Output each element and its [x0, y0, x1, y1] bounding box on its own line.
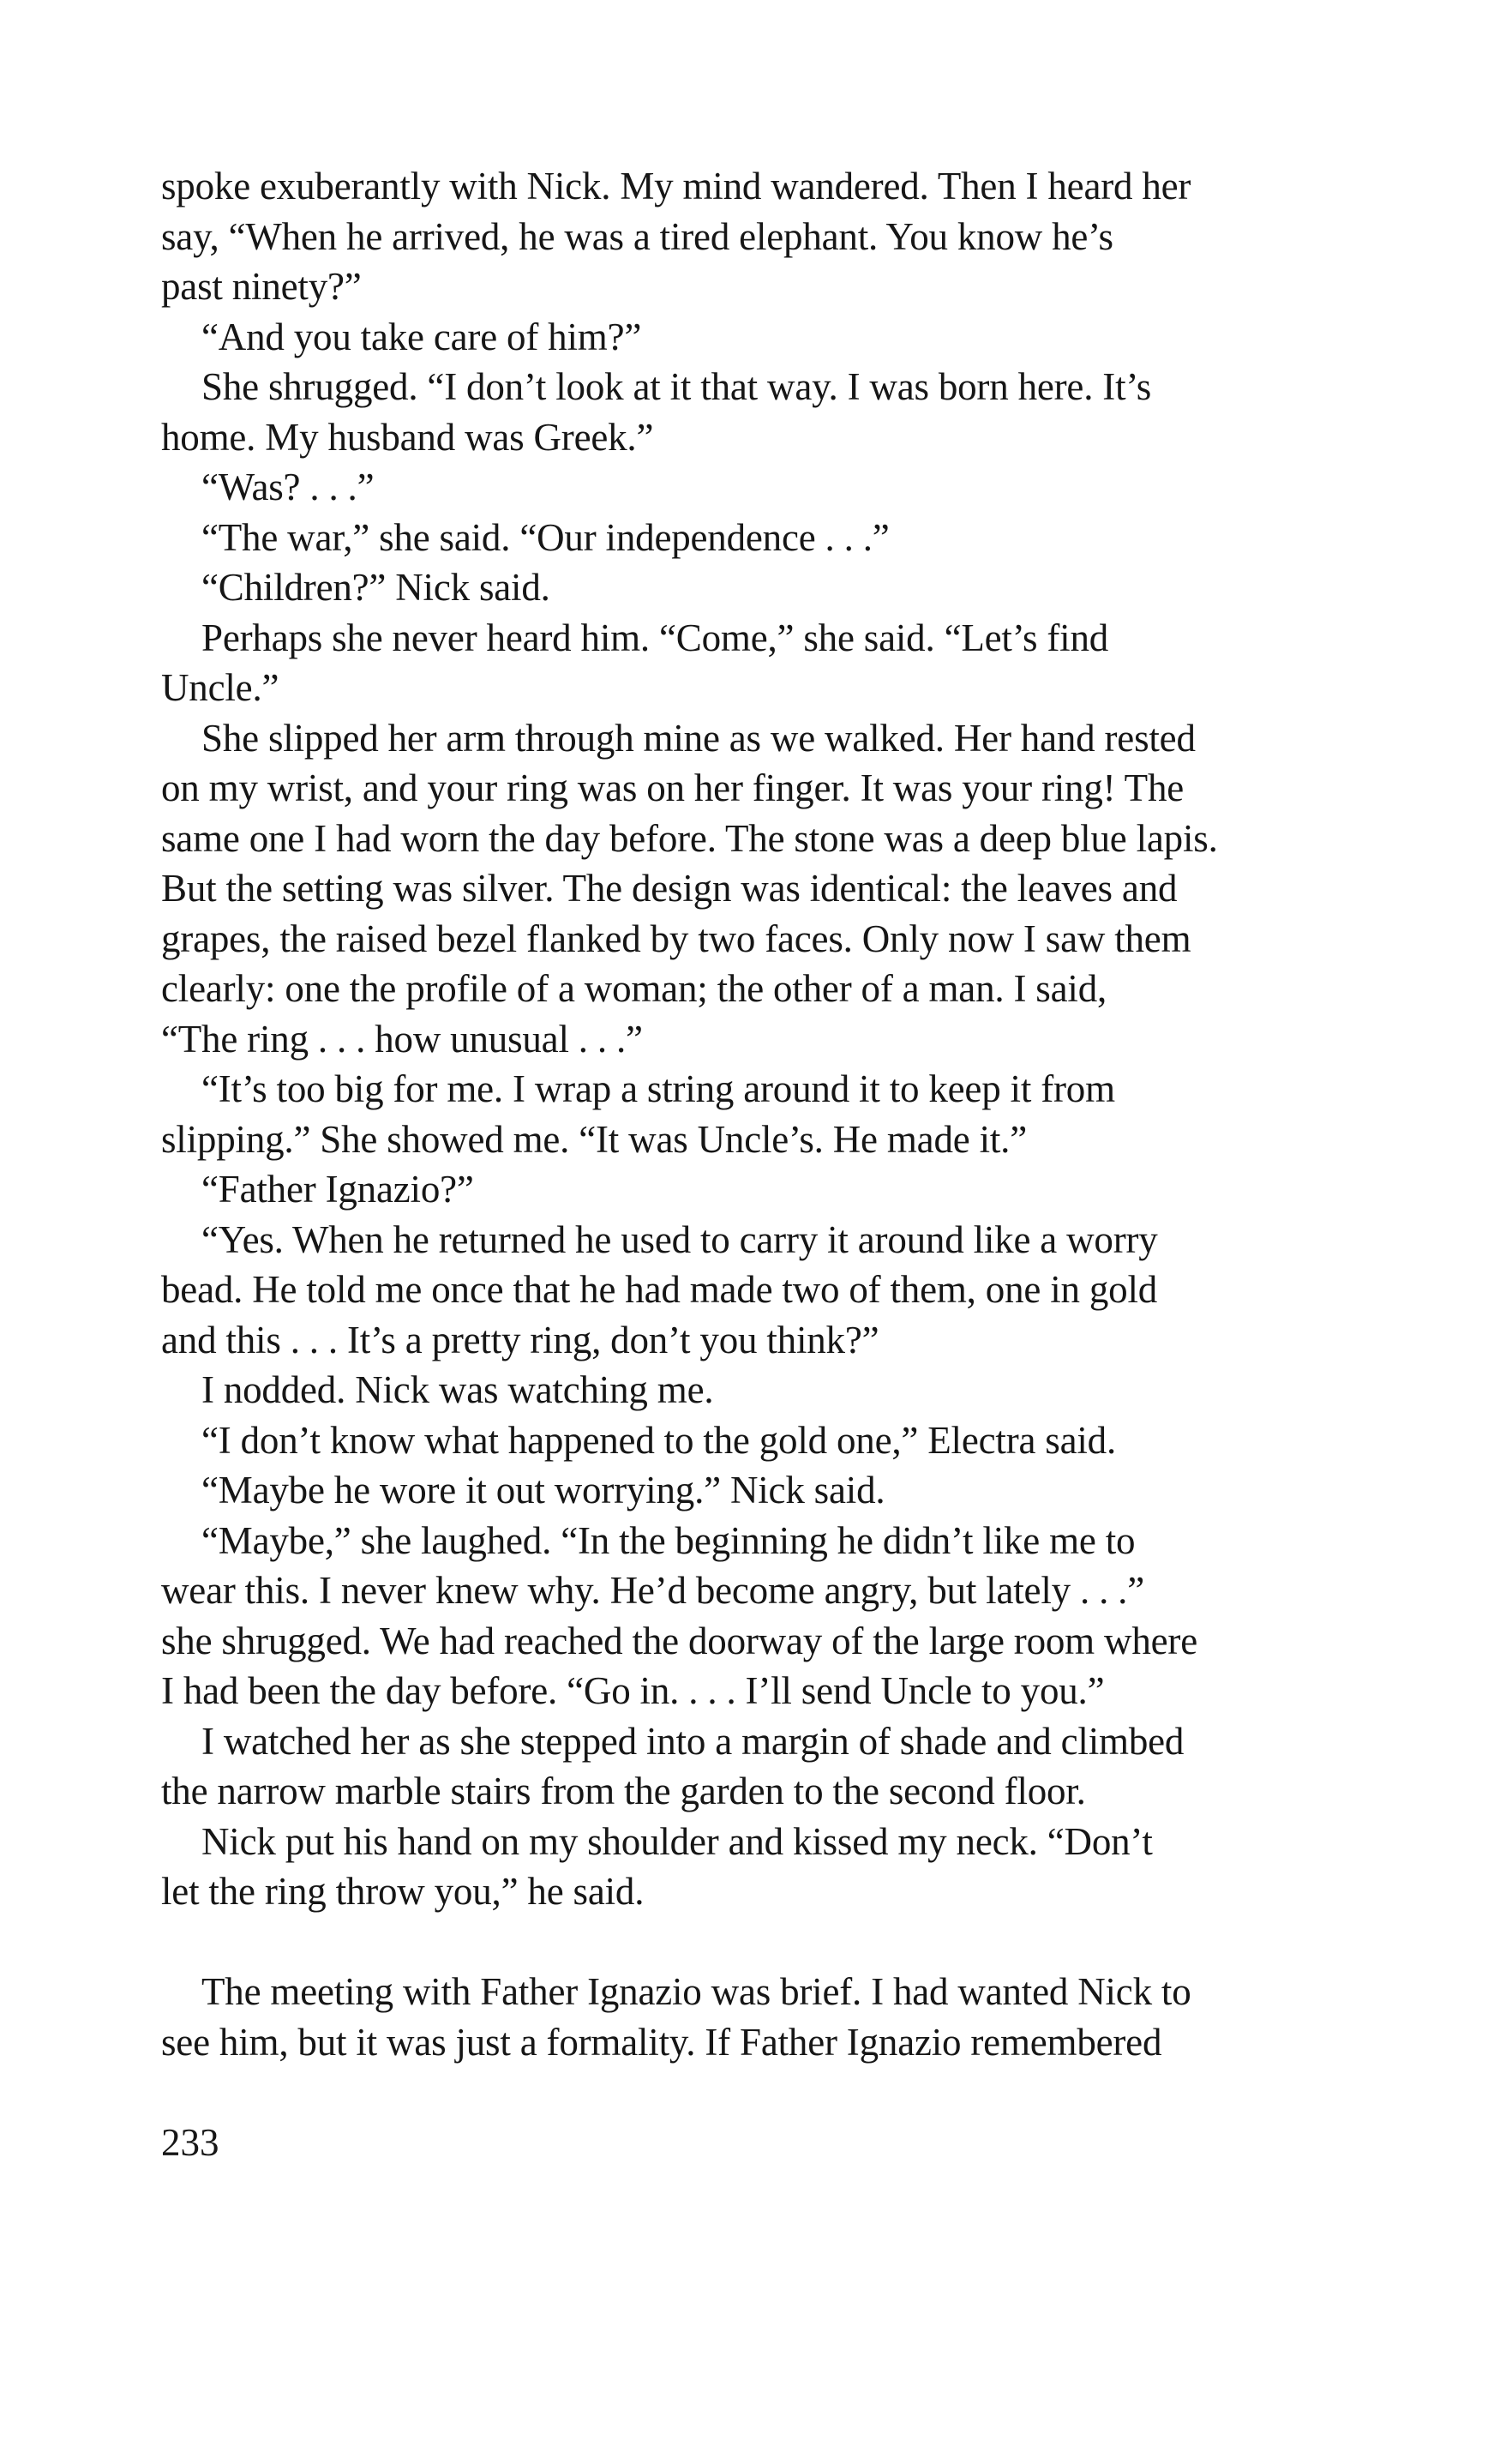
page-number: 233: [161, 2121, 219, 2164]
text-line: slipping.” She showed me. “It was Uncle’s. He made it.”: [161, 1117, 1028, 1161]
text-line: grapes, the raised bezel flanked by two faces. Only now I saw them: [161, 916, 1191, 960]
text-line: Perhaps she never heard him. “Come,” she said. “Let’s find: [201, 616, 1109, 659]
text-line: “It’s too big for me. I wrap a string around it to keep it from: [201, 1067, 1115, 1110]
text-line: Uncle.”: [161, 666, 279, 709]
text-line: I watched her as she stepped into a margin of shade and climbed: [201, 1719, 1185, 1763]
text-line: “Yes. When he returned he used to carry it around like a worry: [201, 1217, 1158, 1261]
text-line: “Father Ignazio?”: [201, 1168, 474, 1211]
text-line: past ninety?”: [161, 265, 362, 308]
text-line: She shrugged. “I don’t look at it that way. I was born here. It’s: [201, 365, 1152, 408]
text-line: see him, but it was just a formality. If Father Ignazio remembered: [161, 2020, 1162, 2064]
text-line: let the ring throw you,” he said.: [161, 1870, 645, 1913]
text-line: The meeting with Father Ignazio was brief. I had wanted Nick to: [201, 1970, 1191, 2013]
text-line: bead. He told me once that he had made two of them, one in gold: [161, 1268, 1158, 1311]
text-line: Nick put his hand on my shoulder and kissed my neck. “Don’t: [201, 1819, 1153, 1863]
text-line: “Maybe he wore it out worrying.” Nick said.: [201, 1469, 885, 1511]
text-line: She slipped her arm through mine as we walked. Her hand rested: [201, 716, 1196, 760]
text-line: “And you take care of him?”: [201, 315, 642, 358]
text-line: “Children?” Nick said.: [201, 566, 550, 609]
text-line: “Maybe,” she laughed. “In the beginning he didn’t like me to: [201, 1518, 1136, 1562]
text-line: “I don’t know what happened to the gold one,” Electra said.: [201, 1418, 1117, 1462]
text-line: I had been the day before. “Go in. . . . I’ll send Uncle to you.”: [161, 1669, 1105, 1712]
text-line: on my wrist, and your ring was on her finger. It was your ring! The: [161, 766, 1185, 809]
text-line: spoke exuberantly with Nick. My mind wandered. Then I heard her: [161, 165, 1191, 207]
text-line: wear this. I never knew why. He’d become angry, but lately . . .”: [161, 1569, 1145, 1612]
text-line: and this . . . It’s a pretty ring, don’t you think?”: [161, 1318, 879, 1361]
text-line: the narrow marble stairs from the garden to the second floor.: [161, 1770, 1086, 1812]
blank-line: [161, 1917, 1378, 1968]
text-line: clearly: one the profile of a woman; the other of a man. I said,: [161, 967, 1107, 1010]
text-line: But the setting was silver. The design was identical: the leaves and: [161, 867, 1178, 910]
text-line: home. My husband was Greek.”: [161, 415, 654, 459]
text-line: “The ring . . . how unusual . . .”: [161, 1017, 643, 1061]
body-text: [161, 161, 1378, 2067]
text-line: say, “When he arrived, he was a tired elephant. You know he’s: [161, 214, 1113, 258]
text-line: “The war,” she said. “Our independence . . .”: [201, 515, 890, 559]
text-line: she shrugged. We had reached the doorway of the large room where: [161, 1619, 1197, 1662]
text-line: I nodded. Nick was watching me.: [201, 1368, 714, 1411]
text-line: same one I had worn the day before. The stone was a deep blue lapis.: [161, 816, 1218, 860]
text-line: “Was? . . .”: [201, 466, 375, 508]
